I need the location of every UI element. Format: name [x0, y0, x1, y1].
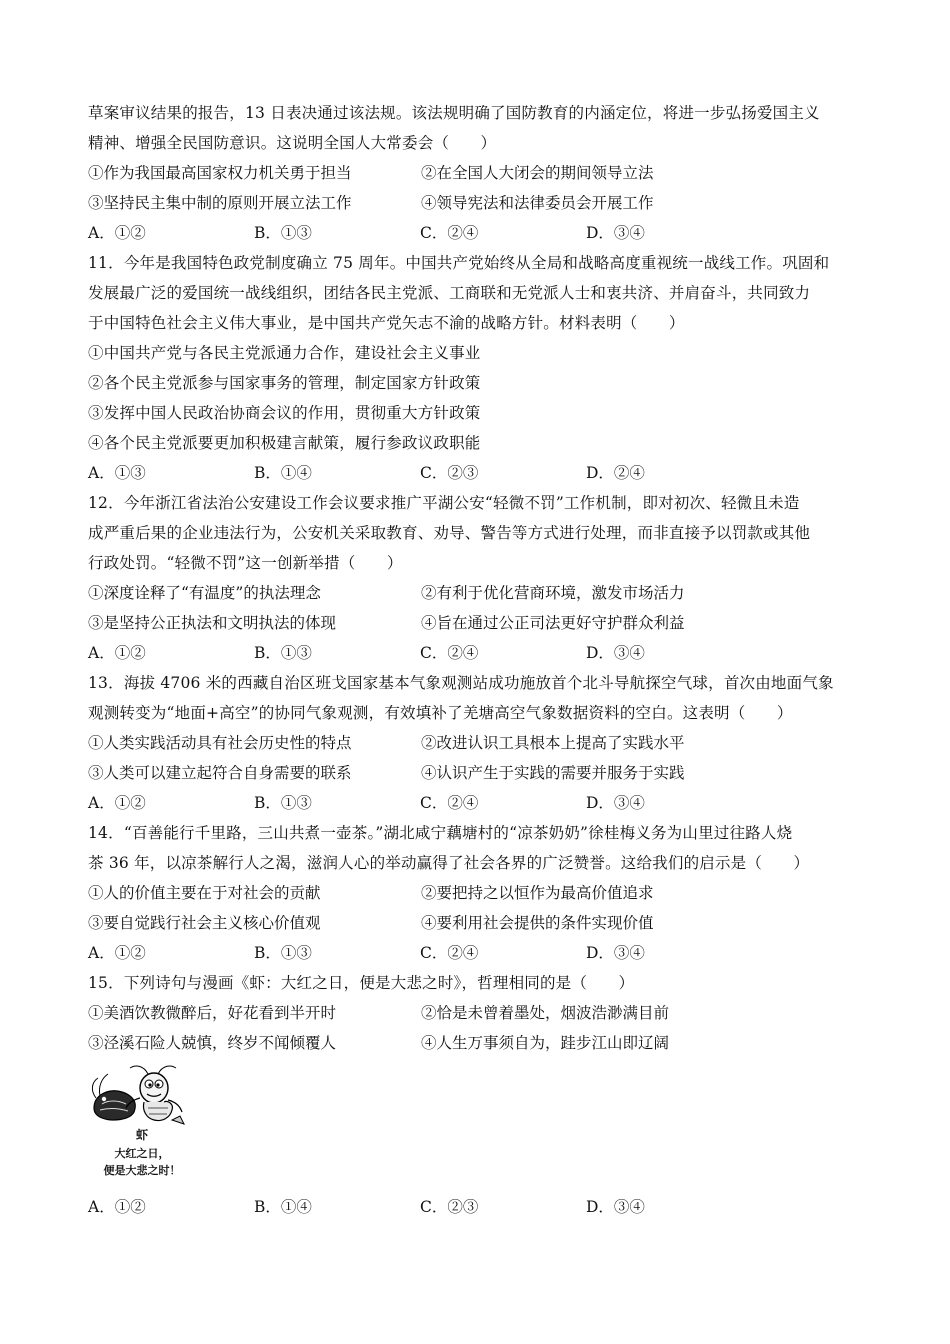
choice-c: C．②③ — [420, 1198, 479, 1216]
choice-row — [88, 1192, 878, 1222]
option-row — [88, 908, 878, 938]
question-stem-line: 发展最广泛的爱国统一战线组织，团结各民主党派、工商联和无党派人士和衷共济、并肩奋斗，共同致力 — [88, 284, 811, 302]
question-stem-line: 观测转变为“地面+高空”的协同气象观测，有效填补了羌塘高空气象数据资料的空白。这表明（ ） — [88, 704, 793, 722]
question-13 — [88, 668, 878, 818]
choice-a: A．①③ — [88, 464, 146, 482]
shrimp-illustration — [88, 1064, 192, 1126]
option-item: ②要把持之以恒作为最高价值追求 — [421, 884, 654, 902]
cartoon-caption-line: 大红之日， — [114, 1147, 170, 1160]
option-item: ①美酒饮教微醉后，好花看到半开时 — [88, 1004, 337, 1022]
option-item: ③人类可以建立起符合自身需要的联系 — [88, 764, 352, 782]
choice-c: C．②④ — [420, 794, 479, 812]
question-stem-line: 草案审议结果的报告，13 日表决通过该法规。该法规明确了国防教育的内涵定位，将进一步弘扬爱国主义 — [88, 104, 820, 122]
option-item: ①作为我国最高国家权力机关勇于担当 — [88, 164, 352, 182]
choice-c: C．②③ — [420, 464, 479, 482]
option-item: ①人的价值主要在于对社会的贡献 — [88, 884, 321, 902]
option-item: ③发挥中国人民政治协商会议的作用，贯彻重大方针政策 — [88, 404, 481, 422]
choice-b: B．①③ — [254, 224, 312, 242]
choice-b: B．①③ — [254, 794, 312, 812]
choice-row — [88, 218, 878, 248]
option-item: ④要利用社会提供的条件实现价值 — [421, 914, 654, 932]
question-stem-line: 11．今年是我国特色政党制度确立 75 周年。中国共产党始终从全局和战略高度重视统一战线工作。巩固和 — [88, 254, 830, 272]
cartoon-caption-line: 便是大悲之时！ — [103, 1164, 181, 1177]
option-item: ④人生万事须自为，跬步江山即辽阔 — [421, 1034, 670, 1052]
option-item: ②恰是未曾着墨处，烟波浩渺满目前 — [421, 1004, 670, 1022]
option-item: ②有利于优化营商环境，激发市场活力 — [421, 584, 685, 602]
question-11 — [88, 248, 878, 488]
question-10 — [88, 98, 878, 248]
choice-a: A．①② — [88, 644, 146, 662]
option-row — [88, 1028, 878, 1058]
choice-d: D．③④ — [586, 224, 645, 242]
option-item: ④旨在通过公正司法更好守护群众利益 — [421, 614, 685, 632]
option-row — [88, 878, 878, 908]
option-item: ④认识产生于实践的需要并服务于实践 — [421, 764, 685, 782]
choice-b: B．①④ — [254, 1198, 312, 1216]
question-14 — [88, 818, 878, 968]
option-row — [88, 998, 878, 1028]
cartoon-title: 虾 — [135, 1128, 148, 1142]
question-stem-line: 13．海拔 4706 米的西藏自治区班戈国家基本气象观测站成功施放首个北斗导航探空气球，首次由地面气象 — [88, 674, 834, 692]
question-stem-line: 行政处罚。“轻微不罚”这一创新举措（ ） — [88, 554, 403, 572]
question-stem-line: 成严重后果的企业违法行为，公安机关采取教育、劝导、警告等方式进行处理，而非直接予以罚款或其他 — [88, 524, 811, 542]
choice-row — [88, 938, 878, 968]
choice-a: A．①② — [88, 794, 146, 812]
choice-d: D．③④ — [586, 1198, 645, 1216]
option-item: ③要自觉践行社会主义核心价值观 — [88, 914, 321, 932]
exam-page — [88, 98, 878, 1222]
choice-b: B．①③ — [254, 944, 312, 962]
choice-d: D．③④ — [586, 644, 645, 662]
option-item: ①深度诠释了“有温度”的执法理念 — [88, 584, 321, 602]
choice-c: C．②④ — [420, 644, 479, 662]
question-stem-line: 12．今年浙江省法治公安建设工作会议要求推广平湖公安“轻微不罚”工作机制，即对初次、轻微且未造 — [88, 494, 800, 512]
option-row — [88, 728, 878, 758]
shrimp-cartoon — [88, 1064, 878, 1192]
shrimp-cartoon-figure — [88, 1064, 192, 1192]
choice-b: B．①④ — [254, 464, 312, 482]
question-12 — [88, 488, 878, 668]
option-item: ④各个民主党派要更加积极建言献策，履行参政议政职能 — [88, 434, 481, 452]
option-item: ②在全国人大闭会的期间领导立法 — [421, 164, 654, 182]
option-item: ②改进认识工具根本上提高了实践水平 — [421, 734, 685, 752]
choice-a: A．①② — [88, 1198, 146, 1216]
option-row — [88, 608, 878, 638]
question-stem-line: 14．“百善能行千里路，三山共煮一壶茶。”湖北咸宁藕塘村的“凉茶奶奶”徐桂梅义务为山里过往路人烧 — [88, 824, 793, 842]
choice-c: C．②④ — [420, 944, 479, 962]
question-stem-line: 精神、增强全民国防意识。这说明全国人大常委会（ ） — [88, 134, 497, 152]
option-item: ①中国共产党与各民主党派通力合作，建设社会主义事业 — [88, 344, 481, 362]
option-item: ②各个民主党派参与国家事务的管理，制定国家方针政策 — [88, 374, 481, 392]
question-stem-line: 于中国特色社会主义伟大事业，是中国共产党矢志不渝的战略方针。材料表明（ ） — [88, 314, 685, 332]
choice-a: A．①② — [88, 944, 146, 962]
choice-row — [88, 638, 878, 668]
option-item: ④领导宪法和法律委员会开展工作 — [421, 194, 654, 212]
choice-a: A．①② — [88, 224, 146, 242]
option-item: ③是坚持公正执法和文明执法的体现 — [88, 614, 337, 632]
option-row — [88, 758, 878, 788]
choice-b: B．①③ — [254, 644, 312, 662]
option-row — [88, 188, 878, 218]
option-item: ①人类实践活动具有社会历史性的特点 — [88, 734, 352, 752]
question-15 — [88, 968, 878, 1222]
choice-row — [88, 458, 878, 488]
choice-c: C．②④ — [420, 224, 479, 242]
option-row — [88, 158, 878, 188]
option-item: ③坚持民主集中制的原则开展立法工作 — [88, 194, 352, 212]
option-item: ③泾溪石险人兢慎，终岁不闻倾覆人 — [88, 1034, 337, 1052]
choice-row — [88, 788, 878, 818]
question-stem-line: 15．下列诗句与漫画《虾：大红之日，便是大悲之时》，哲理相同的是（ ） — [88, 974, 635, 992]
option-row — [88, 578, 878, 608]
choice-d: D．③④ — [586, 794, 645, 812]
question-stem-line: 茶 36 年，以凉茶解行人之渴，滋润人心的举动赢得了社会各界的广泛赞誉。这给我们的启示是（ ） — [88, 854, 810, 872]
choice-d: D．②④ — [586, 464, 645, 482]
choice-d: D．③④ — [586, 944, 645, 962]
